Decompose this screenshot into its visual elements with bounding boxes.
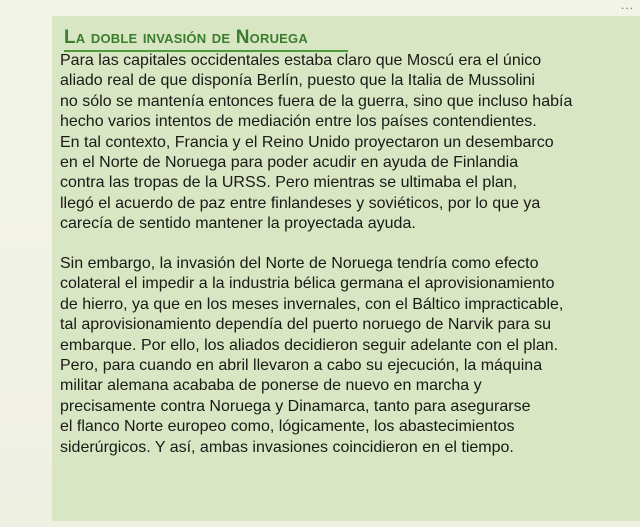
paragraph-line: el flanco Norte europeo como, lógicamente, los abastecimientos <box>60 418 515 436</box>
paragraph-line: Pero, para cuando en abril llevaron a cabo su ejecución, la máquina <box>60 357 543 375</box>
paragraph-line: hecho varios intentos de mediación entre los países contendientes. <box>60 113 537 131</box>
paragraph-line: contra las tropas de la URSS. Pero mientras se ultimaba el plan, <box>60 174 518 192</box>
paragraph-line: en el Norte de Noruega para poder acudir en ayuda de Finlandia <box>60 154 519 172</box>
paragraph-line: precisamente contra Noruega y Dinamarca, tanto para asegurarse <box>60 397 531 415</box>
paragraph-1 <box>60 51 572 235</box>
paragraph-line: de hierro, ya que en los meses invernales, con el Báltico impracticable, <box>60 295 564 313</box>
paragraph-line: Sin embargo, la invasión del Norte de Noruega tendría como efecto <box>60 255 539 272</box>
paragraph-line: colateral el impedir a la industria bélica germana el aprovisionamiento <box>60 275 555 293</box>
paragraph-line: En tal contexto, Francia y el Reino Unido proyectaron un desembarco <box>60 133 554 151</box>
paragraph-line: aliado real de que disponía Berlín, puesto que la Italia de Mussolini <box>60 72 535 90</box>
paragraph-line: embarque. Por ello, los aliados decidieron seguir adelante con el plan. <box>60 336 559 354</box>
paragraph-line: no sólo se mantenía entonces fuera de la guerra, sino que incluso había <box>60 92 573 110</box>
paragraph-line: siderúrgicos. Y así, ambas invasiones coincidieron en el tiempo. <box>60 438 514 456</box>
paragraph-line: carecía de sentido mantener la proyectada ayuda. <box>60 215 416 233</box>
article-title: La doble invasión de Noruega <box>64 27 308 48</box>
paragraph-line: Para las capitales occidentales estaba claro que Moscú era el único <box>60 52 542 69</box>
page-corner-mark: ... <box>620 0 634 12</box>
paragraph-2 <box>60 254 563 458</box>
paragraph-line: tal aprovisionamiento dependía del puerto noruego de Narvik para su <box>60 316 551 334</box>
paragraph-line: llegó el acuerdo de paz entre finlandeses y soviéticos, por lo que ya <box>60 194 541 212</box>
paragraph-line: militar alemana acababa de ponerse de nuevo en marcha y <box>60 377 482 395</box>
